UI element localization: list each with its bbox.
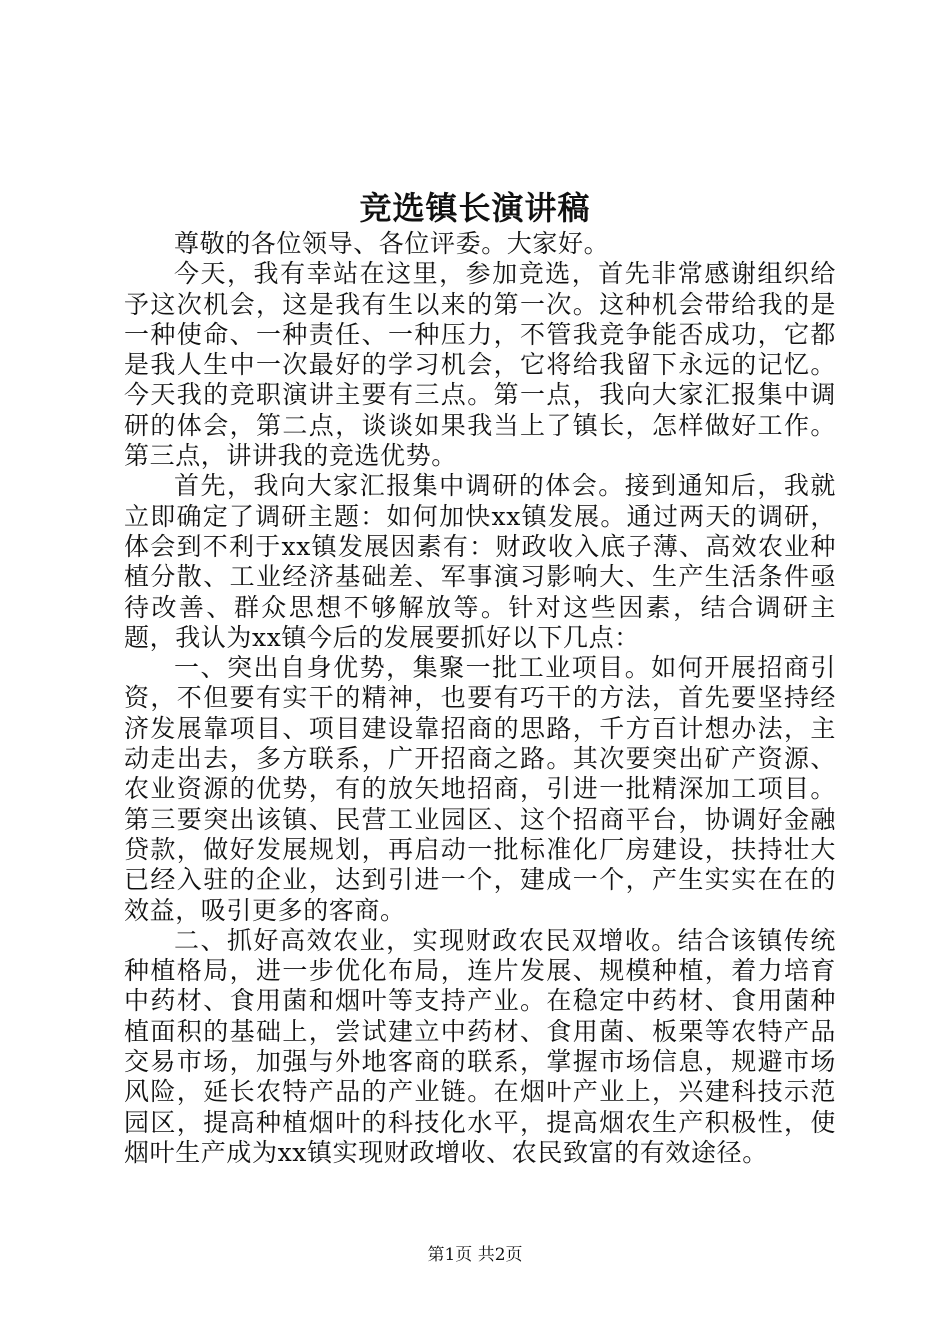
paragraph-research: 首先，我向大家汇报集中调研的体会。接到通知后，我就立即确定了调研主题：如何加快xx镇发展。通过两天的调研，体会到不利于xx镇发展因素有：财政收入底子薄、高效农业种植分散、工业经济基础差、军事演习影响大、生产生活条件亟待改善、群众思想不够解放等。针对这些因素，结合调研主题，我认为xx镇今后的发展要抓好以下几点： [124,471,836,652]
paragraph-point-two: 二、抓好高效农业，实现财政农民双增收。结合该镇传统种植格局，进一步优化布局，连片发展、规模种植，着力培育中药材、食用菌和烟叶等支持产业。在稳定中药材、食用菌种植面积的基础上，尝试建立中药材、食用菌、板栗等农特产品交易市场，加强与外地客商的联系，掌握市场信息，规避市场风险，延长农特产品的产业链。在烟叶产业上，兴建科技示范园区，提高种植烟叶的科技化水平，提高烟农生产积极性，使烟叶生产成为xx镇实现财政增收、农民致富的有效途径。 [124,925,836,1167]
paragraph-point-one: 一、突出自身优势，集聚一批工业项目。如何开展招商引资，不但要有实干的精神，也要有巧干的方法，首先要坚持经济发展靠项目、项目建设靠招商的思路，千方百计想办法，主动走出去，多方联系，广开招商之路。其次要突出矿产资源、农业资源的优势，有的放矢地招商，引进一批精深加工项目。第三要突出该镇、民营工业园区、这个招商平台，协调好金融贷款，做好发展规划，再启动一批标准化厂房建设，扶持壮大已经入驻的企业，达到引进一个，建成一个，产生实实在在的效益，吸引更多的客商。 [124,653,836,925]
document-title: 竞选镇长演讲稿 [359,189,591,227]
document-body [124,229,836,1168]
paragraph-greeting: 尊敬的各位领导、各位评委。大家好。 [174,229,610,258]
page-number-footer: 第1页 共2页 [427,1245,523,1265]
paragraph-intro: 今天，我有幸站在这里，参加竞选，首先非常感谢组织给予这次机会，这是我有生以来的第一次。这种机会带给我的是一种使命、一种责任、一种压力，不管我竞争能否成功，它都是我人生中一次最好的学习机会，它将给我留下永远的记忆。今天我的竞职演讲主要有三点。第一点，我向大家汇报集中调研的体会，第二点，谈谈如果我当上了镇长，怎样做好工作。第三点，讲讲我的竞选优势。 [124,259,836,471]
